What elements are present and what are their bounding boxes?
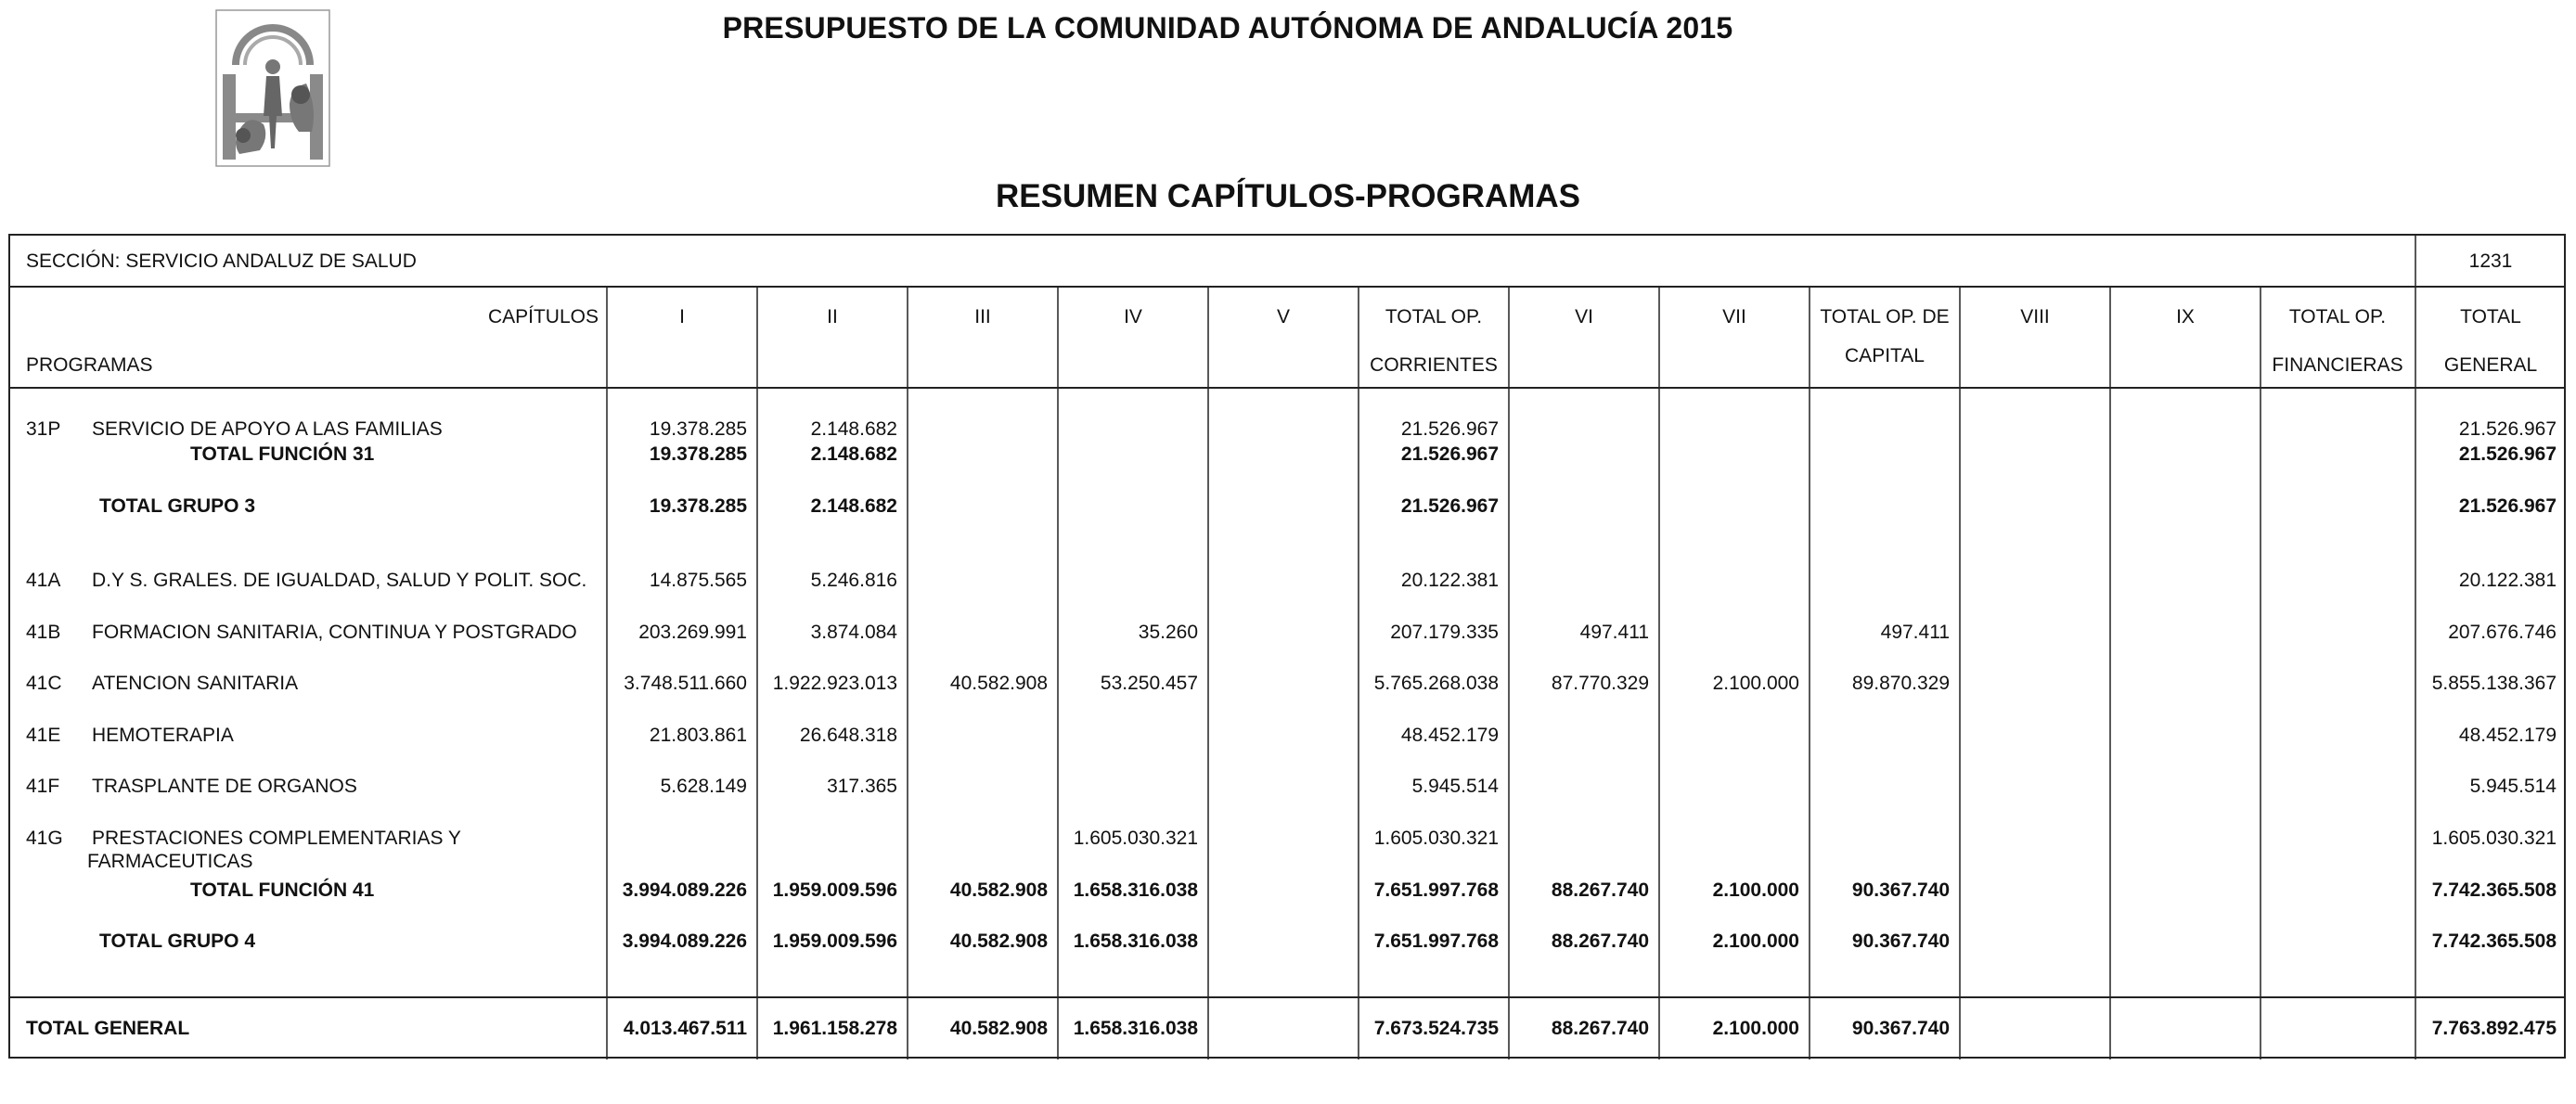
total-general-ii: 1.961.158.278 bbox=[772, 1018, 897, 1039]
cell-tg: 21.526.967 bbox=[2458, 443, 2557, 465]
program-code: 41F bbox=[26, 776, 60, 797]
cell-toc: 7.651.997.768 bbox=[1373, 931, 1499, 952]
cell-ii: 2.148.682 bbox=[810, 495, 897, 517]
cell-vi: 497.411 bbox=[1579, 622, 1649, 643]
cell-tok: 90.367.740 bbox=[1851, 931, 1950, 952]
cell-tg: 1.605.030.321 bbox=[2431, 828, 2557, 849]
program-name: ATENCION SANITARIA bbox=[92, 673, 299, 694]
cell-tg: 207.676.746 bbox=[2448, 622, 2557, 643]
cell-ii: 3.874.084 bbox=[810, 622, 897, 643]
cell-tg: 7.742.365.508 bbox=[2431, 931, 2557, 952]
cell-toc: 48.452.179 bbox=[1400, 725, 1499, 746]
program-name-line2: FARMACEUTICAS bbox=[87, 851, 253, 872]
cell-toc: 21.526.967 bbox=[1400, 443, 1499, 465]
cell-tok: 89.870.329 bbox=[1851, 673, 1950, 694]
total-general-i: 4.013.467.511 bbox=[623, 1018, 747, 1039]
cell-toc: 5.945.514 bbox=[1411, 776, 1499, 797]
function-total-label: TOTAL FUNCIÓN 41 bbox=[190, 879, 375, 901]
page-title: PRESUPUESTO DE LA COMUNIDAD AUTÓNOMA DE ANDALUCÍA 2015 bbox=[722, 11, 1733, 45]
cell-toc: 21.526.967 bbox=[1400, 418, 1499, 440]
cell-vi: 87.770.329 bbox=[1551, 673, 1649, 694]
program-code: 41C bbox=[26, 673, 62, 694]
section-code: 1231 bbox=[2468, 250, 2513, 272]
cell-i: 203.269.991 bbox=[638, 622, 747, 643]
cell-toc: 21.526.967 bbox=[1400, 495, 1499, 517]
column-header-i: I bbox=[679, 306, 685, 327]
program-name: SERVICIO DE APOYO A LAS FAMILIAS bbox=[92, 418, 443, 440]
budget-table bbox=[8, 234, 2566, 1059]
cell-vi: 88.267.740 bbox=[1551, 931, 1649, 952]
cell-i: 14.875.565 bbox=[649, 570, 747, 591]
program-name: HEMOTERAPIA bbox=[92, 725, 234, 746]
total-general-tg: 7.763.892.475 bbox=[2431, 1018, 2557, 1039]
cell-iv: 53.250.457 bbox=[1100, 673, 1198, 694]
cell-vii: 2.100.000 bbox=[1712, 931, 1799, 952]
cell-i: 19.378.285 bbox=[649, 443, 747, 465]
cell-tg: 48.452.179 bbox=[2458, 725, 2557, 746]
cell-iii: 40.582.908 bbox=[949, 931, 1048, 952]
cell-tg: 21.526.967 bbox=[2458, 495, 2557, 517]
program-code: 41A bbox=[26, 570, 61, 591]
total-general-vii: 2.100.000 bbox=[1712, 1018, 1799, 1039]
column-header-viii: VIII bbox=[2020, 306, 2050, 327]
program-code: 41B bbox=[26, 622, 61, 643]
program-code: 41E bbox=[26, 725, 61, 746]
cell-tg: 5.945.514 bbox=[2469, 776, 2557, 797]
header-capitulos: CAPÍTULOS bbox=[487, 306, 599, 327]
cell-tok: 497.411 bbox=[1880, 622, 1950, 643]
cell-vii: 2.100.000 bbox=[1712, 673, 1799, 694]
header-programas: PROGRAMAS bbox=[26, 354, 153, 376]
cell-tg: 7.742.365.508 bbox=[2431, 879, 2557, 901]
total-general-label: TOTAL GENERAL bbox=[26, 1018, 190, 1039]
program-name: FORMACION SANITARIA, CONTINUA Y POSTGRADO bbox=[92, 622, 577, 643]
cell-i: 3.748.511.660 bbox=[624, 673, 747, 694]
cell-toc: 20.122.381 bbox=[1400, 570, 1499, 591]
program-name: PRESTACIONES COMPLEMENTARIAS Y bbox=[92, 828, 461, 849]
cell-iv: 1.658.316.038 bbox=[1073, 879, 1198, 901]
cell-iii: 40.582.908 bbox=[949, 879, 1048, 901]
cell-ii: 5.246.816 bbox=[810, 570, 897, 591]
column-header-toc: TOTAL OP. bbox=[1385, 306, 1483, 327]
program-code: 41G bbox=[26, 828, 63, 849]
group-total-label: TOTAL GRUPO 4 bbox=[99, 931, 256, 952]
function-total-label: TOTAL FUNCIÓN 31 bbox=[190, 443, 375, 465]
cell-iv: 1.658.316.038 bbox=[1073, 931, 1198, 952]
total-general-toc: 7.673.524.735 bbox=[1373, 1018, 1499, 1039]
column-header-iii: III bbox=[974, 306, 991, 327]
total-general-iii: 40.582.908 bbox=[949, 1018, 1048, 1039]
total-general-iv: 1.658.316.038 bbox=[1073, 1018, 1198, 1039]
cell-ii: 1.922.923.013 bbox=[772, 673, 897, 694]
cell-tg: 5.855.138.367 bbox=[2431, 673, 2557, 694]
column-header-tg-line2: GENERAL bbox=[2443, 354, 2538, 376]
column-header-ix: IX bbox=[2176, 306, 2195, 327]
cell-iv: 35.260 bbox=[1138, 622, 1198, 643]
cell-tok: 90.367.740 bbox=[1851, 879, 1950, 901]
column-header-tof-line2: FINANCIERAS bbox=[2272, 354, 2403, 376]
column-header-ii: II bbox=[827, 306, 838, 327]
cell-toc: 7.651.997.768 bbox=[1373, 879, 1499, 901]
cell-tg: 21.526.967 bbox=[2458, 418, 2557, 440]
column-header-v: V bbox=[1276, 306, 1290, 327]
cell-i: 19.378.285 bbox=[649, 495, 747, 517]
program-name: D.Y S. GRALES. DE IGUALDAD, SALUD Y POLIT. SOC. bbox=[92, 570, 587, 591]
cell-tg: 20.122.381 bbox=[2458, 570, 2557, 591]
cell-i: 19.378.285 bbox=[649, 418, 747, 440]
section-label: SECCIÓN: SERVICIO ANDALUZ DE SALUD bbox=[26, 250, 417, 272]
cell-i: 5.628.149 bbox=[660, 776, 747, 797]
column-header-toc-line2: CORRIENTES bbox=[1370, 354, 1498, 376]
total-general-vi: 88.267.740 bbox=[1551, 1018, 1649, 1039]
cell-ii: 317.365 bbox=[827, 776, 897, 797]
cell-vi: 88.267.740 bbox=[1551, 879, 1649, 901]
cell-ii: 1.959.009.596 bbox=[772, 931, 897, 952]
column-header-tok-line2: CAPITAL bbox=[1845, 345, 1925, 366]
column-header-tg: TOTAL bbox=[2460, 306, 2521, 327]
cell-ii: 2.148.682 bbox=[810, 443, 897, 465]
cell-ii: 1.959.009.596 bbox=[772, 879, 897, 901]
cell-toc: 1.605.030.321 bbox=[1373, 828, 1499, 849]
column-header-tof: TOTAL OP. bbox=[2288, 306, 2387, 327]
program-name: TRASPLANTE DE ORGANOS bbox=[92, 776, 357, 797]
cell-i: 21.803.861 bbox=[649, 725, 747, 746]
column-header-vi: VI bbox=[1575, 306, 1593, 327]
cell-vii: 2.100.000 bbox=[1712, 879, 1799, 901]
total-general-tok: 90.367.740 bbox=[1851, 1018, 1950, 1039]
cell-ii: 2.148.682 bbox=[810, 418, 897, 440]
group-total-label: TOTAL GRUPO 3 bbox=[99, 495, 256, 517]
program-code: 31P bbox=[26, 418, 61, 440]
cell-toc: 207.179.335 bbox=[1390, 622, 1499, 643]
page-subtitle: RESUMEN CAPÍTULOS-PROGRAMAS bbox=[995, 178, 1581, 214]
cell-iii: 40.582.908 bbox=[949, 673, 1048, 694]
column-header-vii: VII bbox=[1722, 306, 1746, 327]
column-header-tok: TOTAL OP. DE bbox=[1820, 306, 1950, 327]
cell-ii: 26.648.318 bbox=[799, 725, 897, 746]
cell-i: 3.994.089.226 bbox=[622, 879, 747, 901]
cell-iv: 1.605.030.321 bbox=[1073, 828, 1198, 849]
table-grid-lines bbox=[8, 234, 2566, 1059]
column-header-iv: IV bbox=[1124, 306, 1142, 327]
cell-i: 3.994.089.226 bbox=[622, 931, 747, 952]
cell-toc: 5.765.268.038 bbox=[1373, 673, 1499, 694]
